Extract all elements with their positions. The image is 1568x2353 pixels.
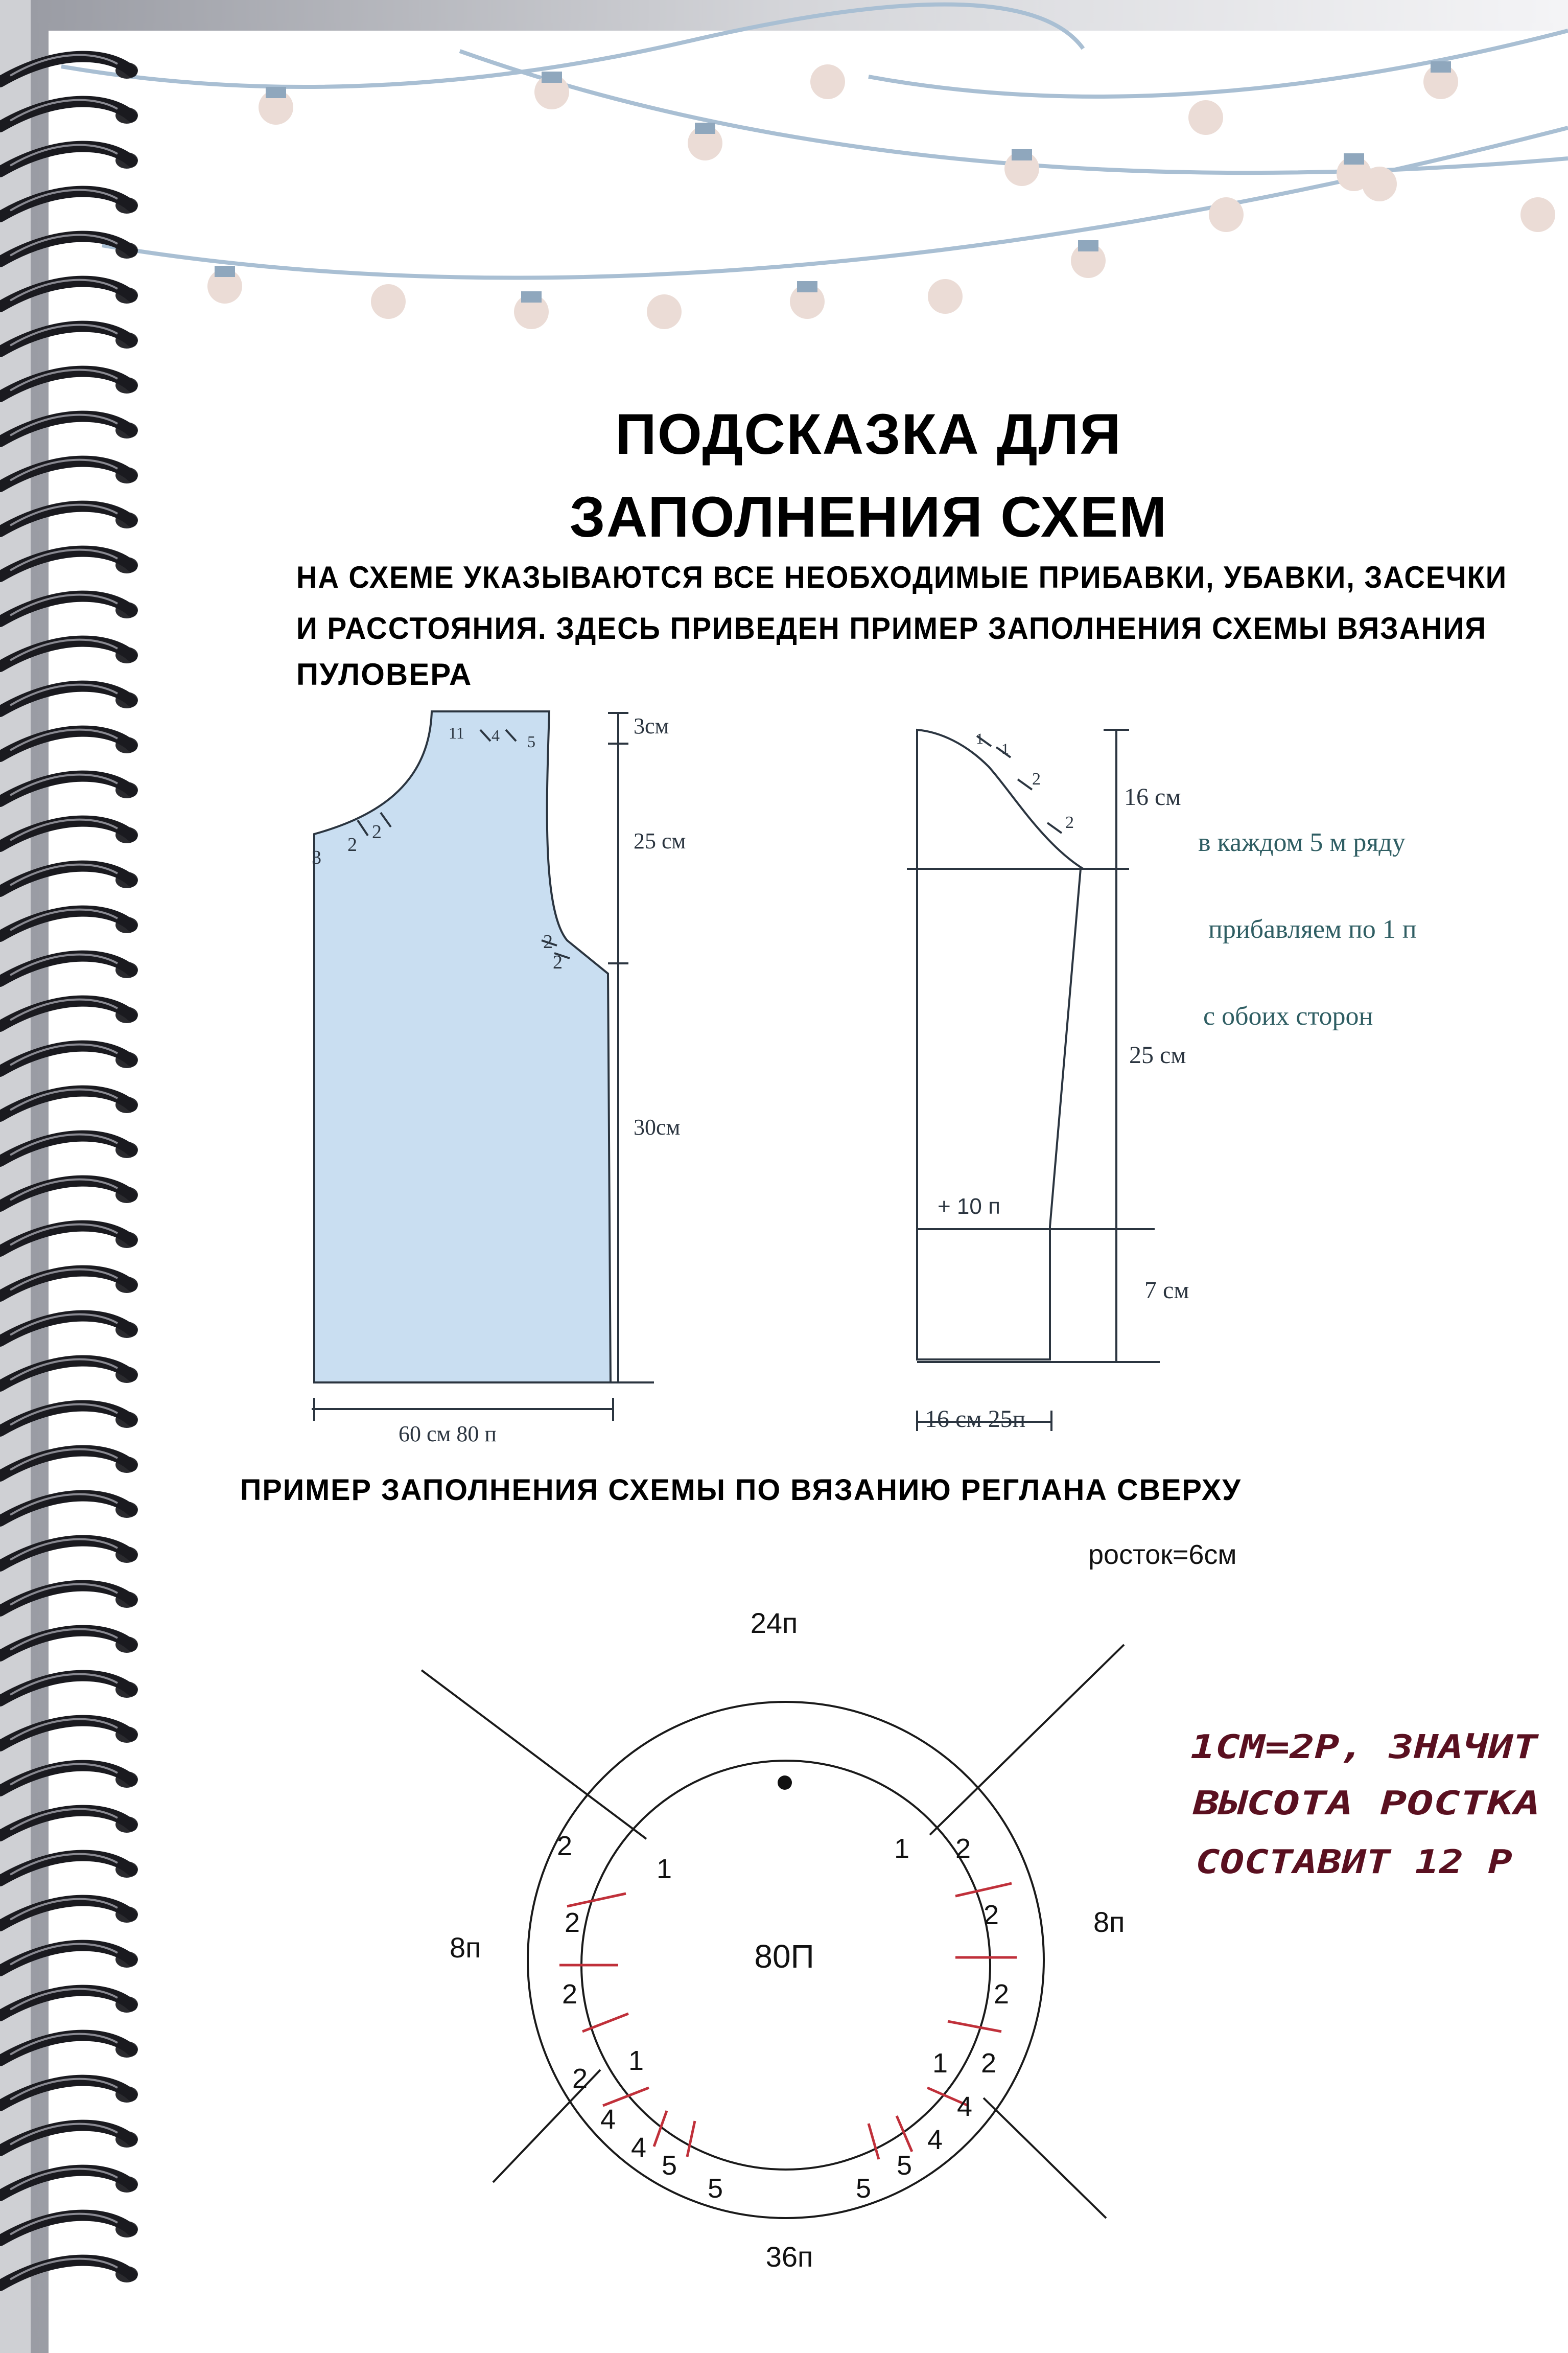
stitch-mark: 2 [981, 2048, 997, 2079]
stitch-mark: 1 [932, 2048, 948, 2079]
stitch-mark: 5 [897, 2150, 912, 2181]
stitch-mark: 2 [572, 2063, 588, 2094]
dim-sleeve: 25 см [1129, 1042, 1186, 1069]
cap-mark: 2 [1065, 813, 1074, 832]
increase-label: + 10 п [938, 1194, 1000, 1219]
cap-mark: 2 [1032, 770, 1041, 789]
shoulder-mark: 2 [347, 834, 357, 856]
stitch-mark: 4 [957, 2091, 973, 2122]
center-count: 80П [754, 1938, 814, 1975]
raglan-heading: ПРИМЕР ЗАПОЛНЕНИЯ СХЕМЫ ПО ВЯЗАНИЮ РЕГЛАНА СВЕРХУ [240, 1473, 1242, 1507]
stitch-mark: 1 [657, 1854, 672, 1884]
stitch-mark: 1 [894, 1833, 910, 1864]
cap-mark: 1 [976, 730, 984, 747]
bottom-count: 36п [765, 2241, 813, 2273]
page-title-line1: ПОДСКАЗКА ДЛЯ [615, 402, 1122, 466]
stitch-mark: 2 [557, 1831, 573, 1861]
dim-width: 16 см 25п [925, 1405, 1026, 1433]
cap-mark: 1 [1001, 741, 1009, 757]
page-title-line2: ЗАПОЛНЕНИЯ СХЕМ [569, 485, 1168, 549]
stitch-mark: 4 [927, 2125, 943, 2155]
intro-line3: ПУЛОВЕРА [296, 657, 473, 691]
stitch-mark: 5 [856, 2173, 872, 2204]
stitch-mark: 5 [662, 2150, 677, 2181]
stitch-mark: 1 [628, 2045, 644, 2076]
handwritten-note [1190, 1728, 1540, 1881]
note-line: с обоих сторон [1203, 1002, 1373, 1031]
dim-cuff: 7 см [1144, 1277, 1189, 1304]
armhole-mark: 2 [543, 931, 553, 953]
handwritten-line: ВЫСОТА РОСТКА [1192, 1785, 1540, 1823]
stitch-mark: 4 [631, 2132, 647, 2163]
start-dot [778, 1775, 792, 1790]
stitch-mark: 2 [984, 1900, 999, 1930]
handwritten-line: СОСТАВИТ 12 Р [1196, 1843, 1512, 1881]
dim-top: 3см [634, 713, 669, 739]
shoulder-mark: 2 [372, 821, 382, 843]
paper-sheet [49, 31, 1568, 2353]
stitch-mark: 2 [565, 1907, 580, 1938]
stitch-mark: 2 [994, 1979, 1010, 2010]
stitch-mark: 2 [955, 1833, 971, 1864]
right-count: 8п [1093, 1906, 1125, 1938]
stitch-mark: 4 [600, 2104, 616, 2135]
intro-line2: И РАССТОЯНИЯ. ЗДЕСЬ ПРИВЕДЕН ПРИМЕР ЗАПОЛНЕНИЯ СХЕМЫ ВЯЗАНИЯ [296, 611, 1487, 645]
dim-armhole: 25 см [634, 828, 686, 853]
rostok-label: росток=6см [1088, 1539, 1237, 1570]
note-line: в каждом 5 м ряду [1198, 828, 1406, 857]
top-count: 24п [750, 1607, 798, 1639]
shoulder-mark: 3 [312, 847, 321, 868]
neck-mark: 5 [527, 732, 535, 751]
neck-mark: 4 [492, 726, 500, 745]
handwritten-line: 1СМ=2Р, ЗНАЧИТ [1190, 1728, 1540, 1766]
neck-mark: 11 [449, 724, 464, 742]
dim-body: 30см [634, 1115, 681, 1140]
intro-line1: НА СХЕМЕ УКАЗЫВАЮТСЯ ВСЕ НЕОБХОДИМЫЕ ПРИБАВКИ, УБАВКИ, ЗАСЕЧКИ [296, 560, 1507, 594]
armhole-mark: 2 [553, 952, 563, 973]
stitch-mark: 2 [562, 1979, 578, 2010]
note-line: прибавляем по 1 п [1208, 915, 1417, 944]
dim-cap: 16 см [1124, 783, 1181, 811]
dim-width: 60 см 80 п [399, 1421, 497, 1446]
stitch-mark: 5 [708, 2173, 723, 2204]
left-count: 8п [450, 1931, 481, 1964]
